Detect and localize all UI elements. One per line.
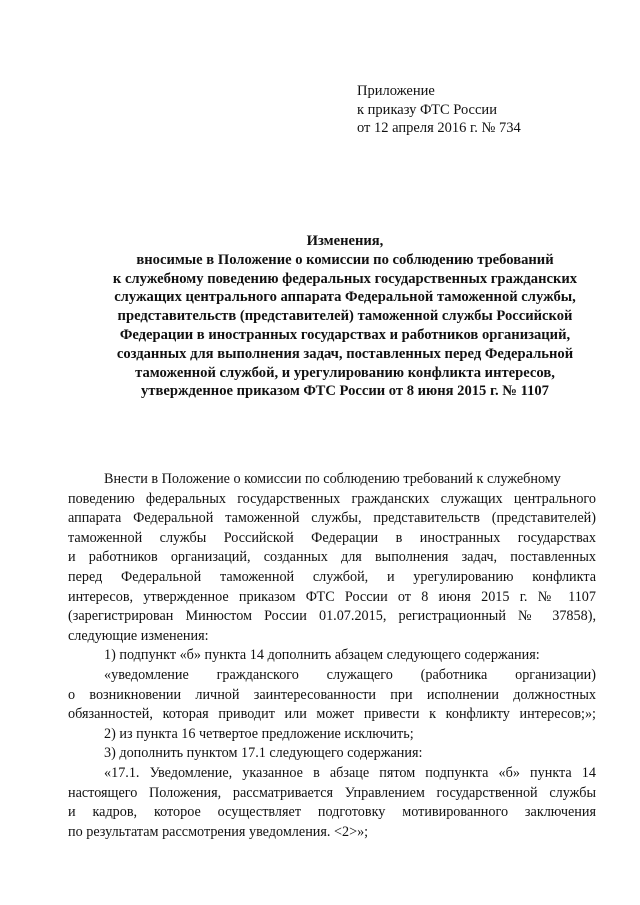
body-line: интересов, утвержденное приказом ФТС России от 8 июня 2015 г. № 1107 (68, 588, 596, 605)
body-line: поведению федеральных государственных гражданских служащих центрального (68, 490, 596, 507)
body-line: и кадров, которое осуществляет подготовку мотивированного заключения (68, 804, 596, 821)
heading-line: Изменения, (306, 233, 384, 249)
appendix-block (357, 82, 521, 138)
heading-line: к служебному поведению федеральных государственных гражданских (112, 270, 578, 287)
body-line: обязанностей, которая приводит или может привести к конфликту интересов;»; (68, 706, 596, 723)
heading-line: вносимые в Положение о комиссии по соблюдению требований (136, 251, 554, 268)
body-line: о возникновении личной заинтересованности при исполнении должностных (68, 686, 596, 703)
heading-line: представительств (представителей) таможенной службы Российской (117, 308, 573, 325)
body-line: 1) подпункт «б» пункта 14 дополнить абзацем следующего содержания: (104, 647, 540, 664)
heading-line: Федерации в иностранных государствах и работников организаций, (119, 326, 571, 343)
body-line: (зарегистрирован Минюстом России 01.07.2015, регистрационный № 37858), (68, 608, 596, 625)
appendix-title: Приложение (357, 83, 435, 99)
heading-line: созданных для выполнения задач, поставленных перед Федеральной (116, 345, 574, 362)
body-line: следующие изменения: (68, 627, 209, 644)
body-line: и работников организаций, созданных для выполнения задач, поставленных (68, 549, 596, 566)
document-body (68, 470, 596, 842)
body-line: таможенной службы Российской Федерации в иностранных государствах (68, 529, 596, 546)
body-line: Внести в Положение о комиссии по соблюдению требований к служебному (104, 471, 561, 487)
document-heading (40, 232, 640, 401)
appendix-order-date: от 12 апреля 2016 г. № 734 (357, 120, 521, 136)
body-line: по результатам рассмотрения уведомления. <2>»; (68, 823, 369, 840)
body-line: 2) из пункта 16 четвертое предложение исключить; (104, 725, 414, 742)
appendix-order-ref: к приказу ФТС России (357, 101, 497, 118)
body-line: аппарата Федеральной таможенной службы, представительств (представителей) (68, 510, 596, 527)
heading-line: таможенной службой, и урегулированию конфликта интересов, (135, 364, 555, 381)
body-line: «уведомление гражданского служащего (работника организации) (104, 666, 596, 683)
body-line: настоящего Положения, рассматривается Управлением государственной службы (68, 784, 596, 801)
body-line: перед Федеральной таможенной службой, и урегулированию конфликта (68, 568, 596, 585)
heading-line: утвержденное приказом ФТС России от 8 июня 2015 г. № 1107 (141, 383, 549, 400)
heading-line: служащих центрального аппарата Федеральной таможенной службы, (114, 289, 576, 306)
body-line: «17.1. Уведомление, указанное в абзаце пятом подпункта «б» пункта 14 (104, 764, 596, 781)
body-line: 3) дополнить пунктом 17.1 следующего содержания: (104, 745, 423, 762)
